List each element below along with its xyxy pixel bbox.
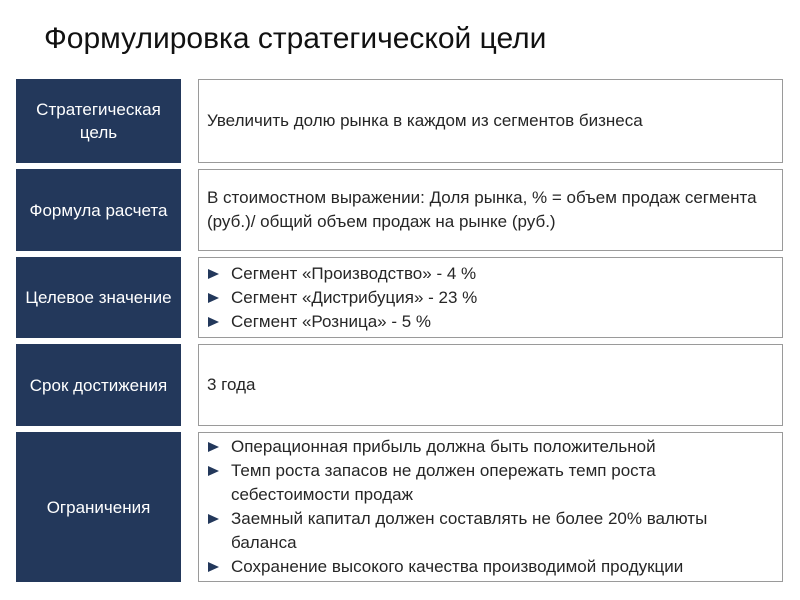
list-item-text: Сегмент «Розница» - 5 % — [231, 311, 432, 331]
list-item — [207, 286, 774, 310]
content-strategic-goal — [198, 79, 783, 163]
list-item — [207, 459, 774, 507]
list-item-text: Сегмент «Производство» - 4 % — [231, 263, 477, 283]
triangle-right-icon — [208, 466, 219, 476]
label-deadline: Срок достижения — [16, 344, 181, 426]
constraints-list — [207, 435, 774, 579]
triangle-right-icon — [208, 317, 219, 327]
triangle-right-icon — [208, 293, 219, 303]
content-constraints — [198, 432, 783, 582]
list-item-text: Сохранение высокого качества производимой продукции — [231, 557, 684, 576]
triangle-right-icon — [208, 514, 219, 524]
deadline-text: 3 года — [207, 375, 256, 394]
target-value-list — [207, 262, 774, 334]
triangle-right-icon — [208, 442, 219, 452]
triangle-right-icon — [208, 562, 219, 572]
list-item-text: Операционная прибыль должна быть положительной — [231, 437, 656, 456]
content-formula — [198, 169, 783, 251]
list-item — [207, 555, 774, 579]
list-item-text: Заемный капитал должен составлять не более 20% валюты баланса — [231, 509, 708, 552]
triangle-right-icon — [208, 269, 219, 279]
list-item — [207, 262, 774, 286]
page-title: Формулировка стратегической цели — [44, 22, 547, 55]
label-formula: Формула расчета — [16, 169, 181, 251]
label-constraints: Ограничения — [16, 432, 181, 582]
label-target-value: Целевое значение — [16, 257, 181, 338]
strategic-goal-text: Увеличить долю рынка в каждом из сегментов бизнеса — [207, 111, 643, 130]
formula-text: В стоимостном выражении: Доля рынка, % = объем продаж сегмента (руб.)/ общий объем продаж на рынке (руб.) — [207, 188, 757, 231]
list-item — [207, 435, 774, 459]
list-item — [207, 310, 774, 334]
content-target-value — [198, 257, 783, 338]
list-item-text: Сегмент «Дистрибуция» - 23 % — [231, 287, 478, 307]
content-deadline — [198, 344, 783, 426]
label-strategic-goal: Стратегическая цель — [16, 79, 181, 163]
list-item-text: Темп роста запасов не должен опережать темп роста себестоимости продаж — [231, 461, 656, 504]
list-item — [207, 507, 774, 555]
